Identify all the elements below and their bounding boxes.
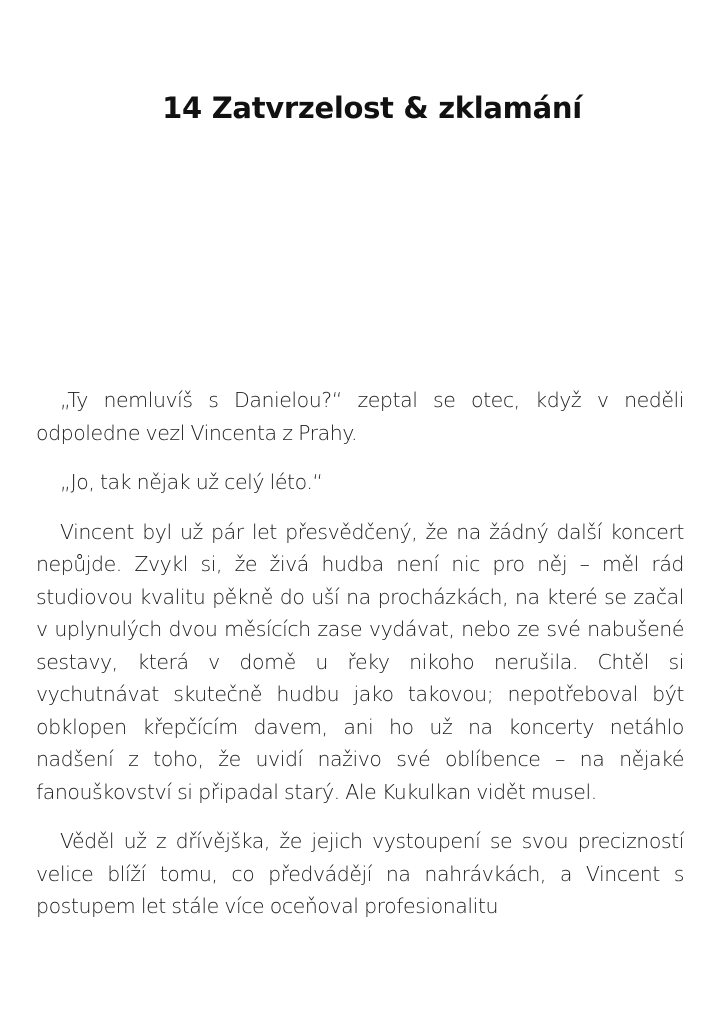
chapter-body <box>36 384 684 940</box>
paragraph-question: „Ty nemluvíš s Danielou?“ zeptal se otec, když v neděli odpoledne vezl Vincenta z Prahy. <box>36 388 684 445</box>
paragraph-kukulkan: Věděl už z dřívějška, že jejich vystoupení se svou precizností velice blíží tomu, co předvádějí na nahrávkách, a Vincent s postupem let stále více oceňoval profesionalitu <box>36 829 684 918</box>
chapter-title: 14 Zatvrzelost & zklamání <box>162 91 582 125</box>
paragraph-answer: „Jo, tak nějak už celý léto.“ <box>60 470 323 494</box>
paragraph-concert: Vincent byl už pár let přesvědčený, že na žádný další koncert nepůjde. Zvykl si, že živá hudba není nic pro něj – měl rád studiovou kvalitu pěkně do uší na procházkách, na které se začal v uplynulých dvou měsících zase vydávat, nebo ze své nabušené sestavy, která v domě u řeky nikoho nerušila. Chtěl si vychutnávat skutečně hudbu jako takovou; nepotřeboval být obklopen křepčícím davem, ani ho už na koncerty netáhlo nadšení z toho, že uvidí naživo své oblíbence – na nějaké fanouškovství si připadal starý. Ale Kukulkan vidět musel. <box>36 519 684 804</box>
